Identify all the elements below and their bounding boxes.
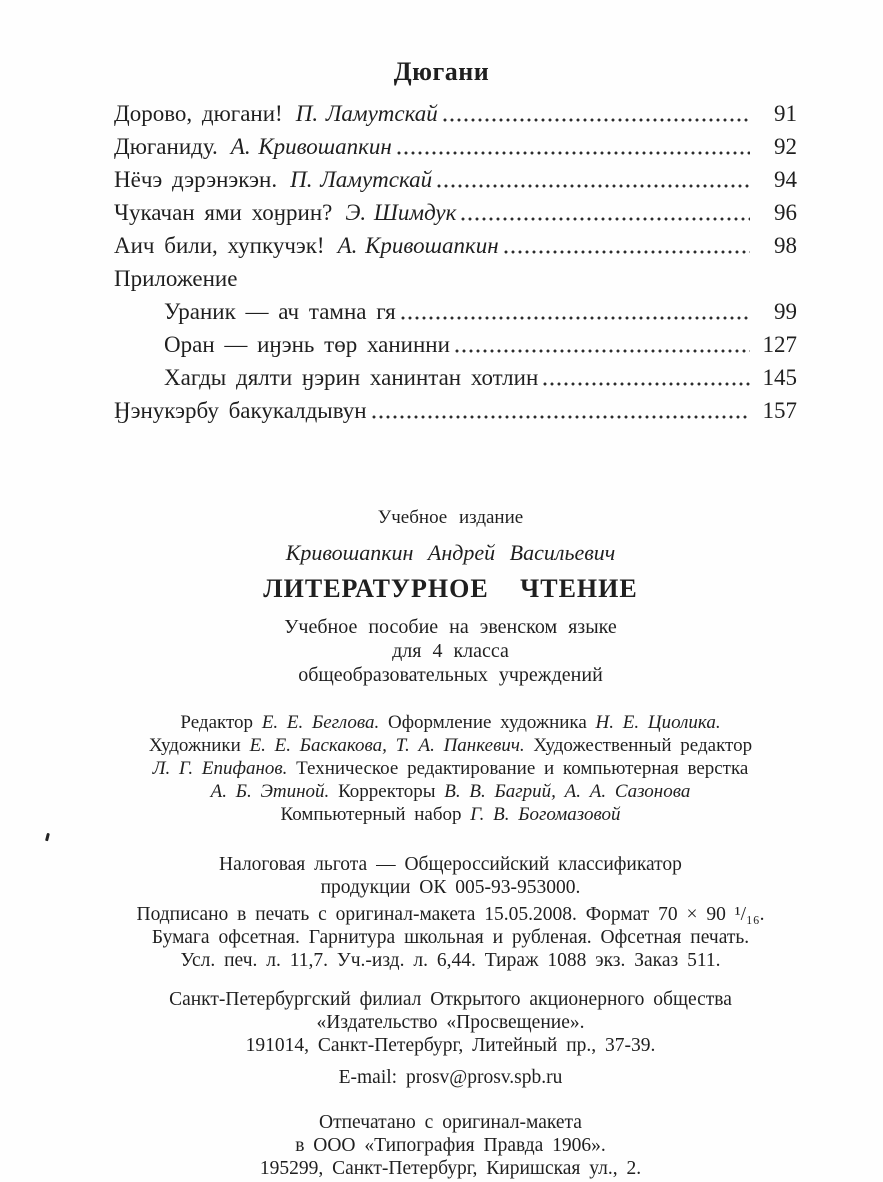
toc-entry (114, 196, 797, 229)
toc-entry-page: 98 (774, 233, 797, 258)
imprint-line: 191014, Санкт-Петербург, Литейный пр., 37-39. (245, 1035, 656, 1056)
dot-leader (372, 415, 750, 419)
toc-entry-author: А. Кривошапкин (337, 233, 499, 258)
text-segment: Оформление художника (379, 712, 596, 733)
dot-leader (437, 184, 750, 188)
text-segment: Н. Е. Циолика. (595, 712, 721, 733)
toc-entry (114, 394, 797, 427)
toc-entry-author: П. Ламутскай (290, 167, 433, 192)
subtitle-line: общеобразовательных учреждений (298, 664, 603, 686)
toc-entry-title: Оран — иӈэнь төр ханинни (164, 332, 450, 357)
toc-entry-title: Дорово, дюгани! (114, 101, 283, 126)
dot-leader (443, 118, 750, 122)
subtitle-line: для 4 класса (392, 640, 509, 662)
dot-leader (504, 250, 750, 254)
toc-entry-page: 92 (774, 134, 797, 159)
publisher-block (58, 988, 843, 1057)
toc-entry-page: 94 (774, 167, 797, 192)
printer-block (58, 1111, 843, 1180)
imprint-line: Санкт-Петербургский филиал Открытого акционерного общества (169, 989, 732, 1010)
imprint-line: Налоговая льгота — Общероссийский классификатор (219, 854, 682, 875)
toc-entry-author: П. Ламутскай (295, 101, 438, 126)
credits-line (58, 780, 843, 803)
tax-exemption-block (58, 853, 843, 899)
imprint-line: Бумага офсетная. Гарнитура школьная и рубленая. Офсетная печать. (151, 927, 750, 948)
text-segment: Е. Е. Баскакова, Т. А. Панкевич. (249, 735, 525, 756)
toc-entry (114, 295, 797, 328)
book-title: ЛИТЕРАТУРНОЕ ЧТЕНИЕ (263, 574, 638, 603)
text-segment: Корректоры (329, 781, 445, 802)
toc-entry-title: Аич били, хупкучэк! (114, 233, 325, 258)
credits-line (58, 803, 843, 826)
text-segment: Е. Е. Беглова. (261, 712, 380, 733)
toc-entry-title: Чукачан ями хоӈрин? (114, 200, 333, 225)
toc-entry-appendix-heading (114, 262, 797, 295)
toc-entry-author: Э. Шимдук (345, 200, 457, 225)
toc-entry-author: А. Кривошапкин (230, 134, 392, 159)
print-specs-block (58, 903, 843, 972)
imprint-line: 195299, Санкт-Петербург, Киришская ул., 2. (259, 1158, 642, 1179)
toc-entry-page: 157 (762, 398, 797, 423)
subtitle-block (58, 615, 843, 687)
credits-line (58, 711, 843, 734)
toc-entry-page: 127 (762, 332, 797, 357)
imprint-line: Подписано в печать с оригинал-макета 15.05.2008. Формат 70 × 90 ¹/₁₆. (136, 904, 765, 925)
dot-leader (455, 349, 750, 353)
text-segment: Редактор (180, 712, 262, 733)
imprint-line: Отпечатано с оригинал-макета (319, 1112, 582, 1133)
text-segment: А. Б. Этиной. (210, 781, 330, 802)
credits-block (58, 711, 843, 826)
toc-entry-page: 99 (774, 299, 797, 324)
toc-entry (114, 328, 797, 361)
text-segment: Компьютерный набор (280, 804, 471, 825)
toc-entry-page: 96 (774, 200, 797, 225)
toc-entry-page: 91 (774, 101, 797, 126)
dot-leader (397, 151, 750, 155)
text-segment: Художественный редактор (524, 735, 753, 756)
imprint-line: в ООО «Типография Правда 1906». (295, 1135, 606, 1156)
imprint-line: Усл. печ. л. 11,7. Уч.-изд. л. 6,44. Тираж 1088 экз. Заказ 511. (180, 950, 721, 971)
table-of-contents (114, 97, 797, 427)
text-segment: Техническое редактирование и компьютерная верстка (287, 758, 749, 779)
toc-entry-title: Приложение (114, 266, 238, 291)
toc-entry (114, 229, 797, 262)
dot-leader (461, 217, 750, 221)
text-segment: Г. В. Богомазовой (470, 804, 621, 825)
text-segment: Л. Г. Епифанов. (152, 758, 288, 779)
dot-leader (543, 382, 750, 386)
imprint-line: «Издательство «Просвещение». (316, 1012, 585, 1033)
toc-entry (114, 163, 797, 196)
colophon (0, 507, 883, 1180)
edition-note: Учебное издание (377, 507, 524, 528)
page-title: Дюгани (393, 57, 490, 86)
author-full-name: Кривошапкин Андрей Васильевич (285, 540, 616, 565)
dot-leader (401, 316, 750, 320)
toc-entry (114, 97, 797, 130)
publisher-email: E-mail: prosv@prosv.spb.ru (338, 1067, 563, 1088)
subtitle-line: Учебное пособие на эвенском языке (284, 616, 617, 638)
toc-entry-title: Дюганиду. (114, 134, 218, 159)
imprint-line: продукции ОК 005-93-953000. (320, 877, 581, 898)
credits-line (58, 757, 843, 780)
toc-entry-title: Хагды дялти ӈэрин ханинтан хотлин (164, 365, 539, 390)
text-segment: Художники (148, 735, 250, 756)
toc-entry (114, 361, 797, 394)
publisher-email-block (58, 1066, 843, 1089)
toc-entry-title: Ӈэнукэрбу бакукалдывун (114, 398, 367, 423)
text-segment: В. В. Багрий, А. А. Сазонова (444, 781, 691, 802)
credits-line (58, 734, 843, 757)
toc-entry-title: Нёчэ дэрэнэкэн. (114, 167, 278, 192)
toc-entry-page: 145 (762, 365, 797, 390)
toc-entry-title: Ураник — ач тамна гя (164, 299, 396, 324)
toc-entry (114, 130, 797, 163)
